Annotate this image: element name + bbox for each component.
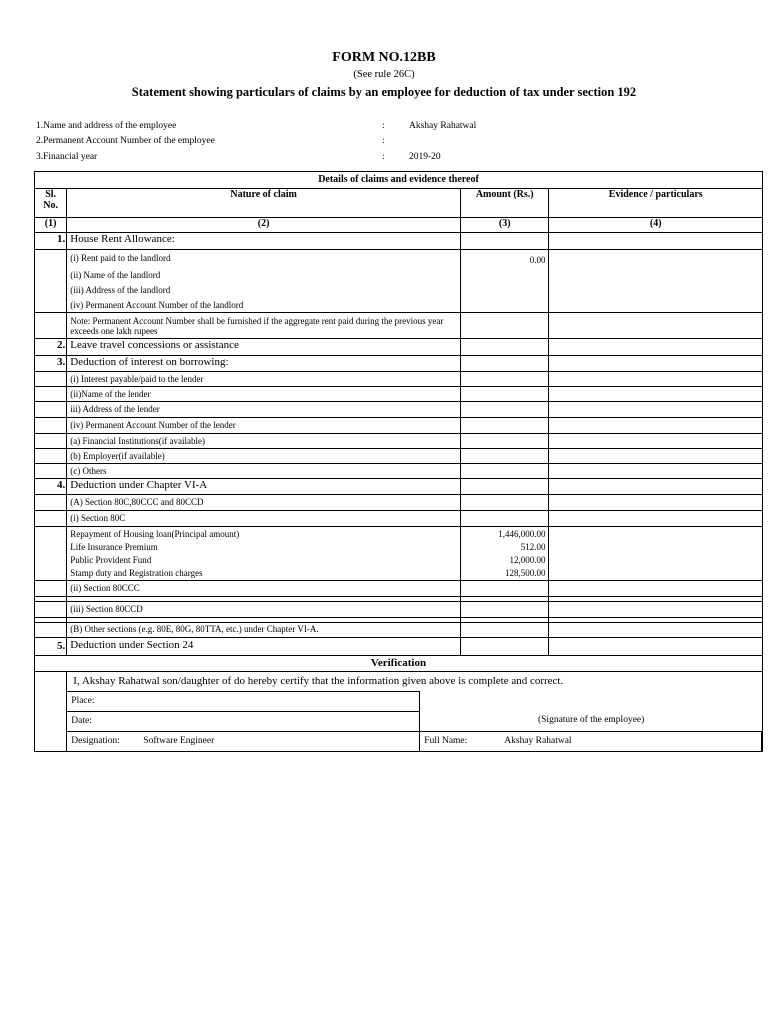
verification-statement: I, Akshay Rahatwal son/daughter of do hereby certify that the information given above is complete and correct. — [73, 675, 564, 687]
header-amount: Amount (Rs.) — [460, 189, 549, 218]
separator: : — [382, 152, 385, 162]
separator: : — [382, 121, 385, 131]
designation-label: Designation: — [71, 736, 120, 746]
fullname-label: Full Name: — [424, 736, 468, 746]
80c-item-label: Repayment of Housing loan(Principal amount) — [70, 529, 240, 539]
80c-item-amount: 512.00 — [520, 542, 546, 552]
section-a-label: (A) Section 80C,80CCC and 80CCD — [67, 495, 461, 511]
80c-item-amount: 1,446,000.00 — [498, 529, 546, 539]
80c-item-label: Stamp duty and Registration charges — [70, 568, 203, 578]
signature-field — [420, 711, 762, 730]
ltc-title: Leave travel concessions or assistance — [67, 339, 461, 356]
interest-row: (c) Others — [67, 464, 461, 479]
employee-name-value: Akshay Rahatwal — [409, 121, 477, 131]
hra-rent-amount: 0.00 — [460, 250, 549, 313]
financial-year-value: 2019-20 — [409, 152, 441, 162]
interest-row: (b) Employer(if available) — [67, 449, 461, 464]
section-b-label: (B) Other sections (e.g. 80E, 80G, 80TTA, etc.) under Chapter VI-A. — [67, 623, 461, 638]
section-80c-label: (i) Section 80C — [67, 511, 461, 527]
financial-year-label: 3.Financial year — [36, 152, 98, 162]
sec24-title: Deduction under Section 24 — [67, 638, 461, 656]
interest-row: (a) Financial Institutions(if available) — [67, 434, 461, 449]
chapter6a-title: Deduction under Chapter VI-A — [67, 479, 461, 495]
interest-title: Deduction of interest on borrowing: — [67, 356, 461, 372]
rule-reference: (See rule 26C) — [353, 69, 415, 80]
item-number: 2. — [35, 339, 67, 356]
80c-amounts — [460, 527, 549, 581]
col-number-4: (4) — [549, 218, 763, 233]
place-field — [67, 691, 420, 711]
col-number-3: (3) — [460, 218, 549, 233]
80c-item-label: Public Provident Fund — [70, 555, 152, 565]
item-number: 1. — [35, 233, 67, 250]
form-number: FORM NO.12BB — [332, 50, 436, 65]
section-80ccd-label: (iii) Section 80CCD — [67, 602, 461, 618]
header-evidence: Evidence / particulars — [549, 189, 763, 218]
statement-heading: Statement showing particulars of claims by an employee for deduction of tax under section 192 — [131, 85, 637, 99]
table-caption: Details of claims and evidence thereof — [35, 172, 763, 189]
80c-item-amount: 12,000.00 — [509, 555, 546, 565]
employee-pan-label: 2.Permanent Account Number of the employee — [36, 136, 215, 146]
claims-table — [34, 171, 763, 752]
hra-note: Note: Permanent Account Number shall be furnished if the aggregate rent paid during the previous year exceeds one lakh rupees — [67, 313, 461, 339]
section-80ccc-label: (ii) Section 80CCC — [67, 581, 461, 597]
80c-items — [67, 527, 461, 581]
hra-details — [67, 250, 461, 313]
header-sl-no: Sl. No. — [35, 189, 67, 218]
fullname-value: Akshay Rahatwal — [504, 736, 572, 746]
item-number: 4. — [35, 479, 67, 495]
date-label: Date: — [71, 716, 92, 726]
landlord-pan-label: (iv) Permanent Account Number of the landlord — [70, 300, 244, 310]
hra-title: House Rent Allowance: — [67, 233, 461, 250]
item-number: 3. — [35, 356, 67, 372]
80c-item-label: Life Insurance Premium — [70, 542, 158, 552]
designation-value: Software Engineer — [143, 736, 215, 746]
interest-row: (ii)Name of the lender — [67, 387, 461, 402]
header-nature: Nature of claim — [67, 189, 461, 218]
landlord-address-label: (iii) Address of the landlord — [70, 285, 171, 295]
signature-label: (Signature of the employee) — [537, 715, 645, 725]
interest-row: (iv) Permanent Account Number of the lender — [67, 418, 461, 434]
col-number-2: (2) — [67, 218, 461, 233]
date-field — [67, 711, 420, 731]
separator: : — [382, 136, 385, 146]
place-label: Place: — [71, 696, 95, 706]
designation-field — [67, 731, 420, 751]
80c-item-amount: 128,500.00 — [504, 568, 546, 578]
employee-name-label: 1.Name and address of the employee — [36, 121, 177, 131]
signature-grid — [67, 691, 762, 751]
item-number: 5. — [35, 638, 67, 656]
col-number-1: (1) — [35, 218, 67, 233]
landlord-name-label: (ii) Name of the landlord — [70, 270, 161, 280]
interest-row: (i) Interest payable/paid to the lender — [67, 372, 461, 387]
interest-row: iii) Address of the lender — [67, 402, 461, 418]
verification-heading: Verification — [35, 656, 763, 672]
verification-block — [67, 672, 763, 752]
hra-rent-label: (i) Rent paid to the landlord — [70, 253, 171, 263]
fullname-field — [420, 731, 762, 751]
